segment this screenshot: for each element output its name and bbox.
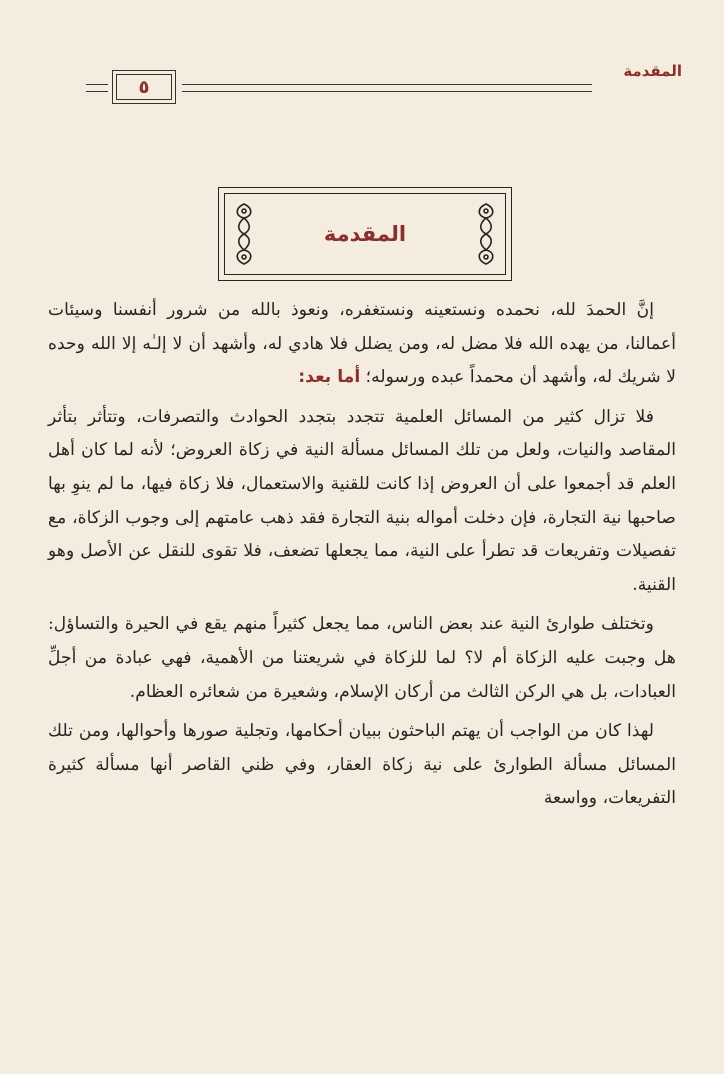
paragraph-text: إنَّ الحمدَ لله، نحمده ونستعينه ونستغفره، ونعوذ بالله من شرور أنفسنا وسيئات أعمالنا، من يهده الله فلا مضل له، ومن يضلل فلا هادي له، وأشهد أن لا إلـٰه إلا الله وحده لا شريك له، وأشهد أن محمداً عبده ورسوله؛ bbox=[48, 300, 676, 388]
paragraph bbox=[48, 715, 676, 816]
header-rule-short bbox=[86, 84, 108, 92]
section-title: المقدمة bbox=[323, 222, 407, 246]
section-title-frame bbox=[218, 187, 512, 281]
paragraph-text: فلا تزال كثير من المسائل العلمية تتجدد بتجدد الحوادث والتصرفات، وتتأثر بتأثر المقاصد والنيات، ولعل من تلك المسائل مسألة النية في زكاة العروض؛ لأنه لما كان أهل العلم قد أجمعوا على أن العروض إذا كانت للقنية والاستعمال، فلا زكاة فيها، ما لم ينوِ بها صاحبها نية التجارة، فإن دخلت أمواله بنية التجارة فقد ذهب عامتهم إلى وجوب الزكاة، مع تفصيلات وتفريعات قد تطرأ على النية، مما يجعلها تضعف، فلا تقوى للنقل عن الأصل وهو القنية. bbox=[48, 406, 676, 595]
section-title-frame-inner bbox=[224, 193, 506, 275]
paragraph bbox=[48, 608, 676, 709]
ornament-icon bbox=[473, 202, 499, 266]
running-header-title: المقدمة bbox=[623, 62, 682, 80]
ornament-icon bbox=[231, 202, 257, 266]
paragraph bbox=[48, 401, 676, 603]
highlight-phrase: أما بعد: bbox=[298, 367, 361, 388]
body-text bbox=[48, 294, 676, 822]
paragraph-text: لهذا كان من الواجب أن يهتم الباحثون ببيان أحكامها، وتجلية صورها وأحوالها، ومن تلك المسائل مسألة الطوارئ على نية زكاة العقار، وفي ظني القاصر أنها مسألة كثيرة التفريعات، وواسعة bbox=[48, 721, 676, 809]
page-number: ٥ bbox=[138, 76, 150, 98]
page-number-box bbox=[112, 70, 176, 104]
paragraph bbox=[48, 294, 676, 395]
header-rule bbox=[182, 84, 592, 92]
paragraph-text: وتختلف طوارئ النية عند بعض الناس، مما يجعل كثيراً منهم يقع في الحيرة والتساؤل: هل وجبت عليه الزكاة أم لا؟ لما للزكاة في شريعتنا من الأهمية، فهي عبادة من أجلِّ العبادات، بل هي الركن الثالث من أركان الإسلام، وشعيرة من شعائره العظام. bbox=[48, 614, 676, 702]
